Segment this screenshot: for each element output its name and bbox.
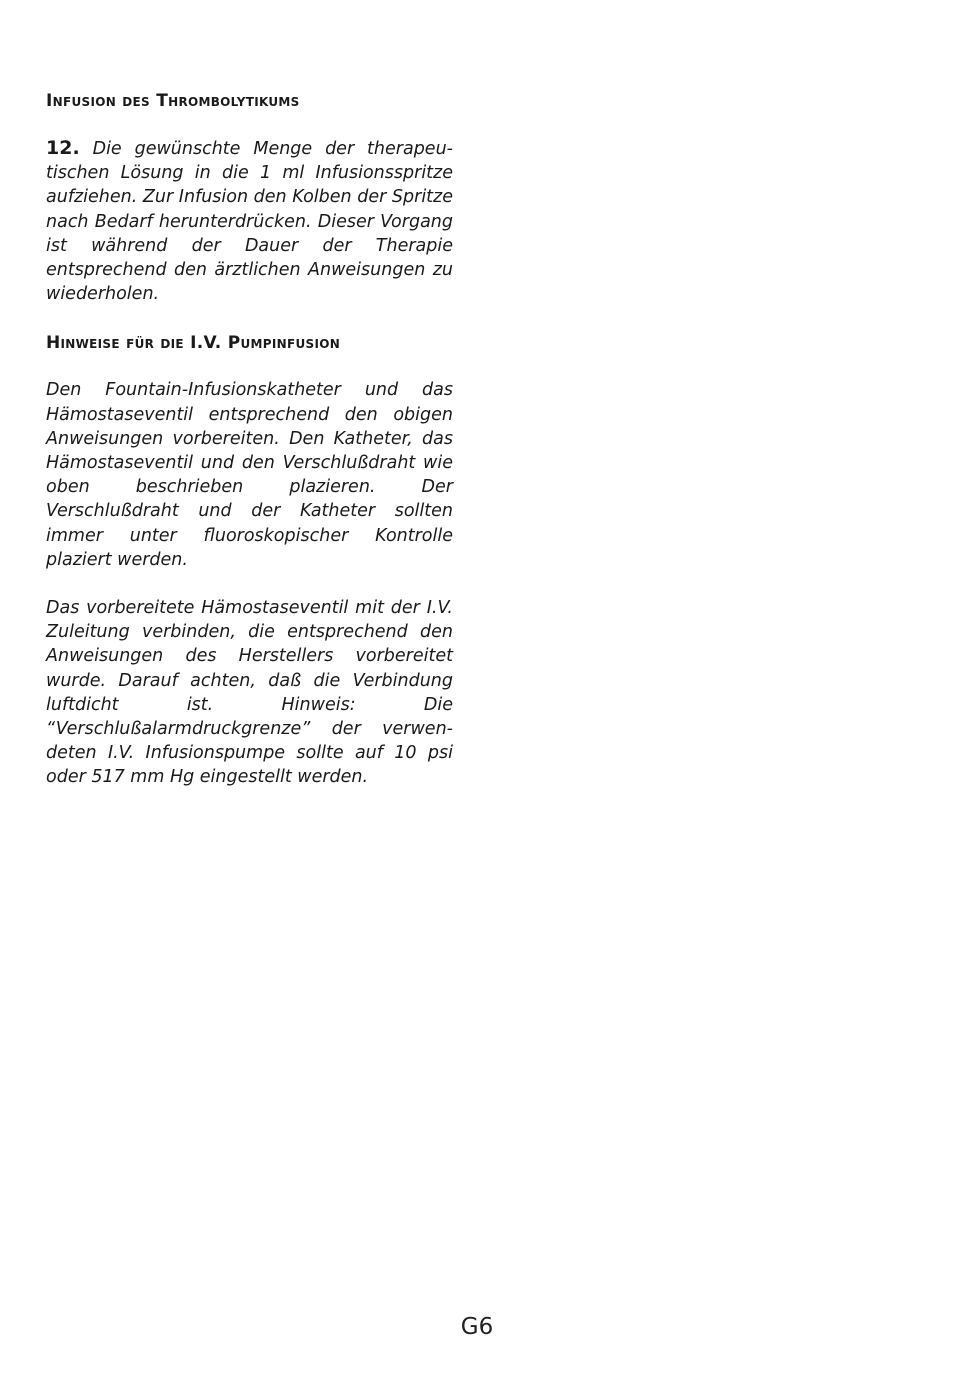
text-column — [46, 88, 453, 790]
pump-paragraph-2: Das vorbereitete Hämostaseventil mit der I.V. Zuleitung verbinden, die entsprechend den Anweisungen des Herstellers vorbereitet wurde. Darauf achten, daß die Verbindung luftdicht ist. Hinweis: Die “Verschlußalarmdruckgrenze” der verwendeten I.V. Infusionspumpe sollte auf 10 psi oder 517 mm Hg eingestellt werden. — [46, 598, 453, 788]
page-number: G6 — [460, 1314, 494, 1340]
section-heading-infusion: Infusion des Thrombolytikums — [46, 91, 300, 111]
step-number: 12. — [46, 137, 80, 159]
section-heading-pump-infusion: Hinweise für die I.V. Pumpinfusion — [46, 333, 341, 354]
step-12-paragraph — [46, 136, 453, 306]
step-12-text: Die gewünschte Menge der therapeutischen Lösung in die 1 ml Infusionsspritze aufziehen. Zur Infusion den Kolben der Spritze nach Bedarf herunterdrücken. Dieser Vorgang ist während der Dauer der Therapie entsprechend den ärztlichen Anweisungen zu wiederholen. — [46, 139, 453, 305]
pump-paragraph-1: Den Fountain-Infusionskatheter und das Hämostaseventil entsprechend den obigen Anweisungen vorbereiten. Den Katheter, das Hämostaseventil und den Verschlußdraht wie oben beschrieben plazieren. Der Verschlußdraht und der Katheter sollten immer unter fluoroskopischer Kontrolle plaziert werden. — [46, 380, 453, 570]
